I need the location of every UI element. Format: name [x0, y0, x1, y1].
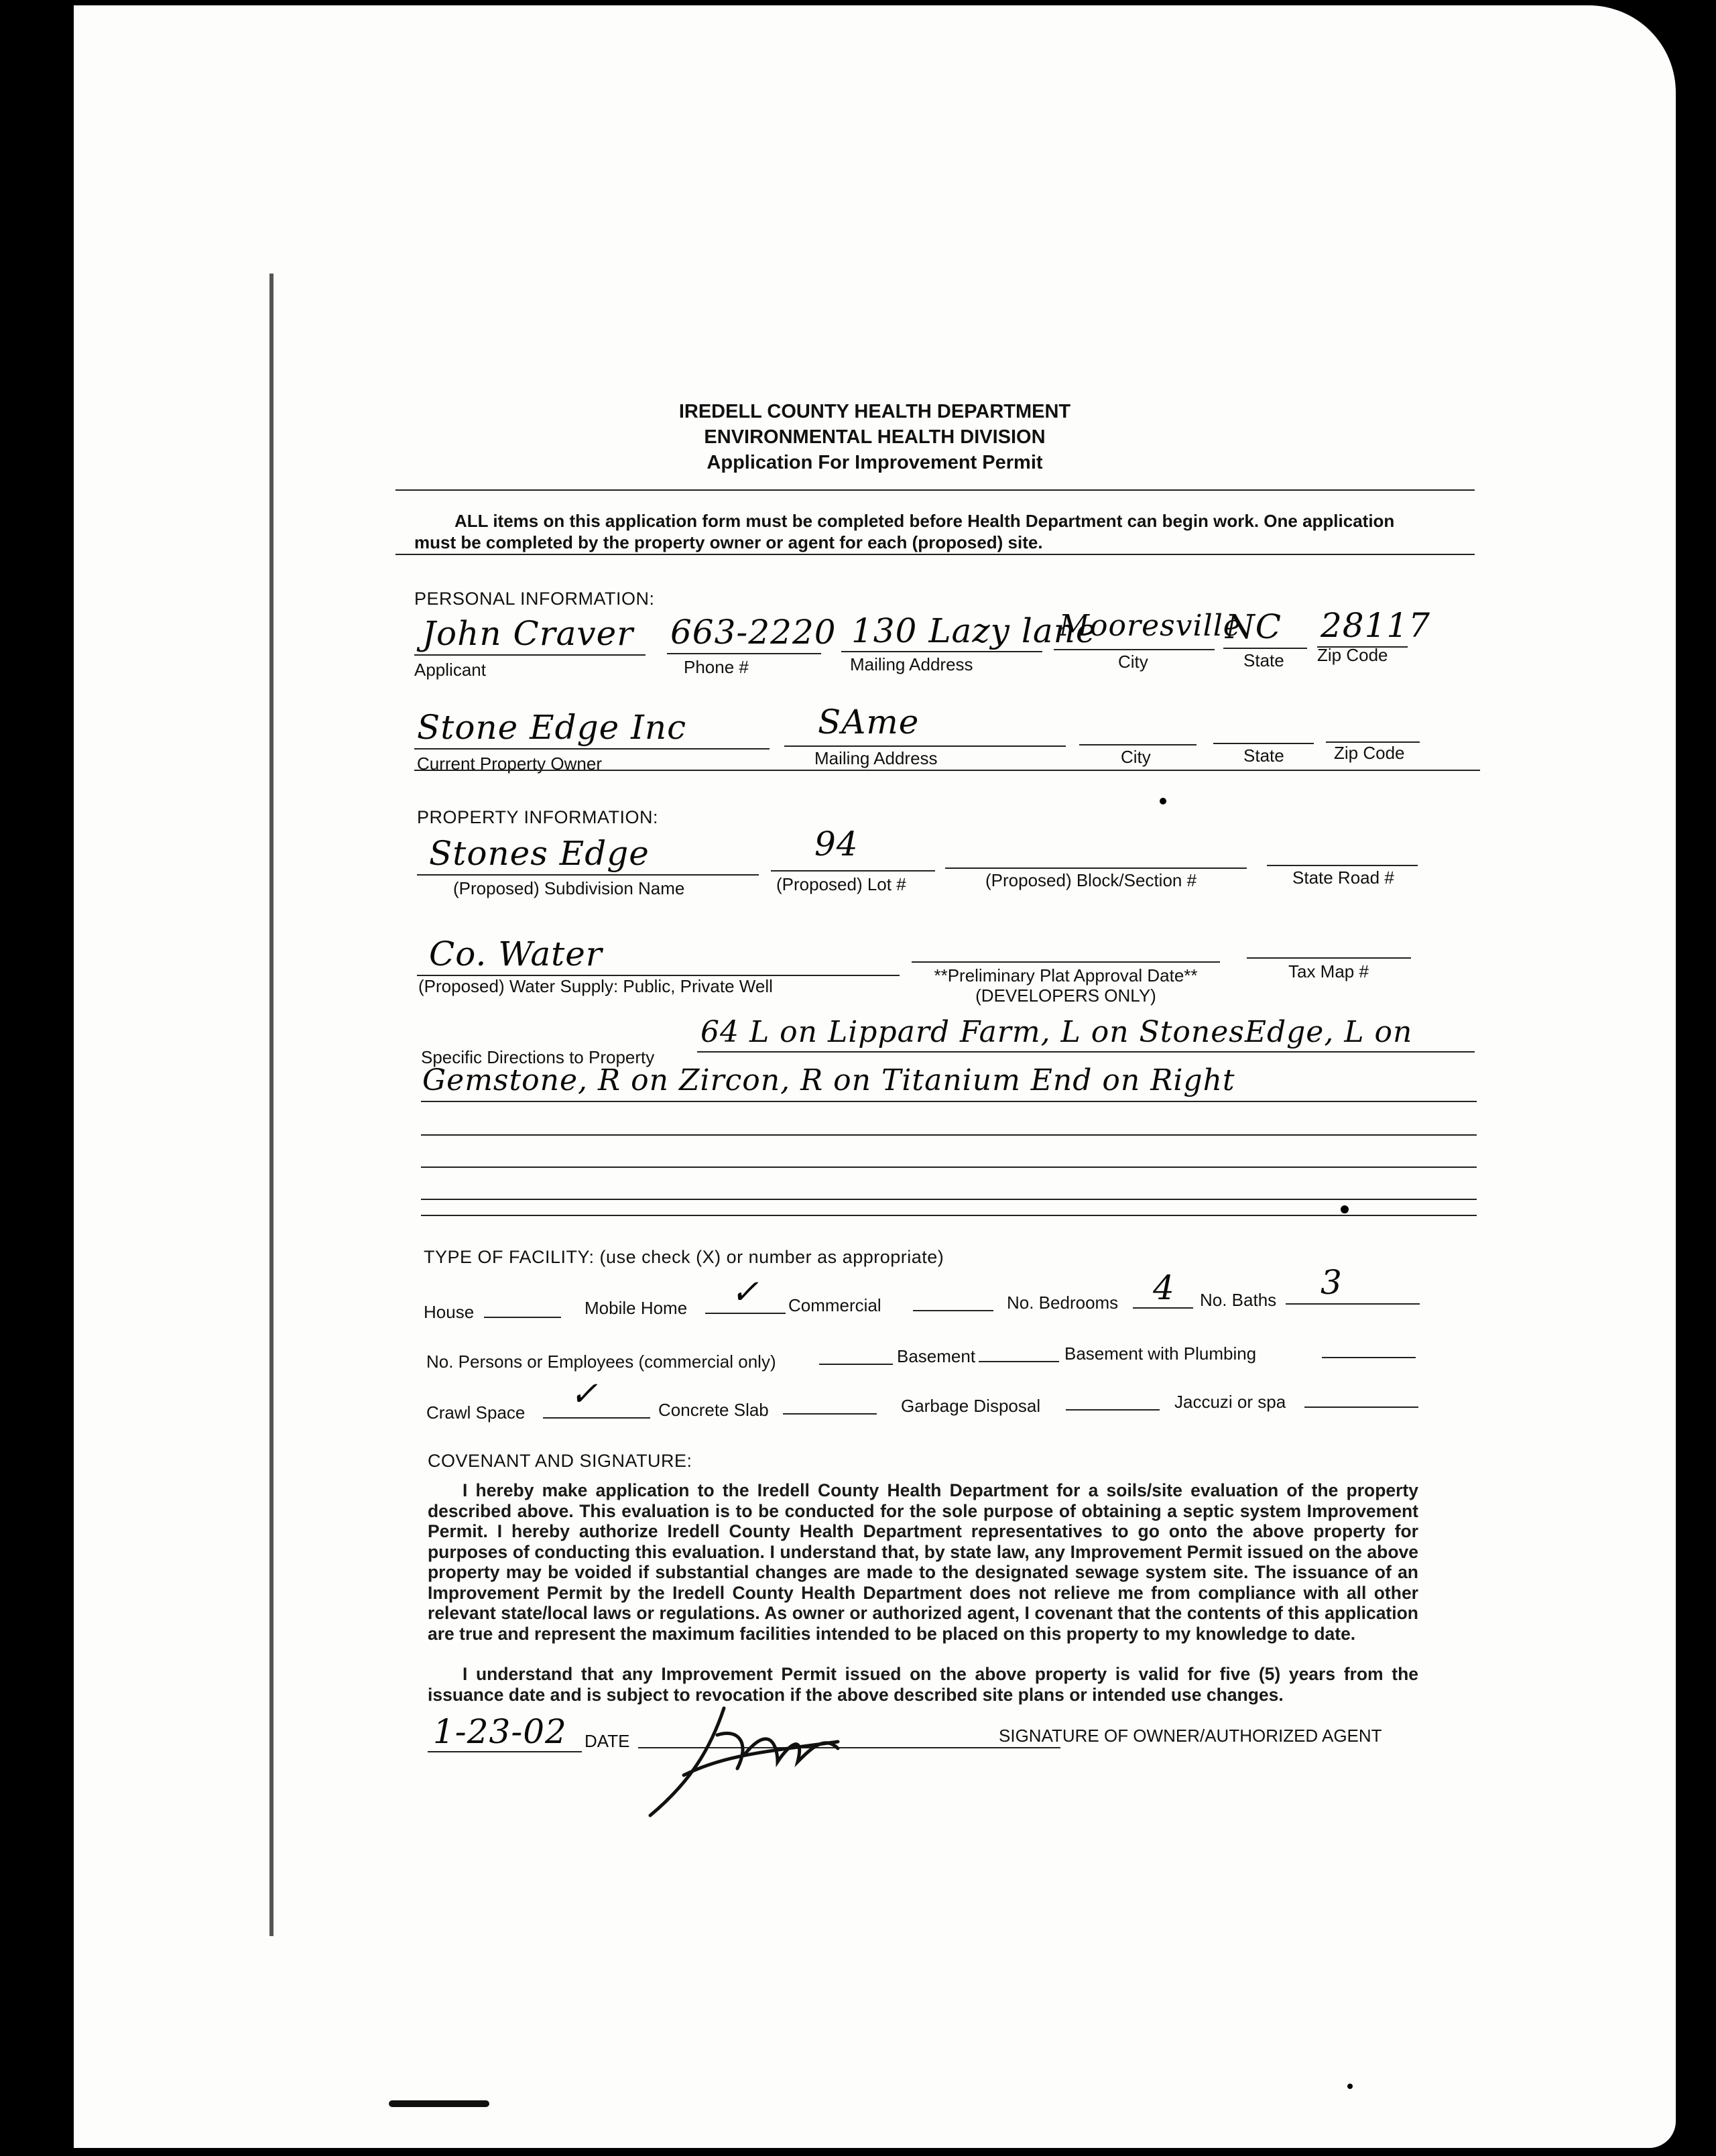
applicant-line: [414, 654, 646, 656]
intro-text-1: items on this application form must be completed before Health Department can begin work. One application: [493, 511, 1395, 531]
directions-line-2: Gemstone, R on Zircon, R on Titanium End on Right: [422, 1063, 1235, 1097]
jacuzzi-label: Jaccuzi or spa: [1174, 1392, 1286, 1412]
owner-city-label: City: [1121, 747, 1151, 767]
directions-rule-5: [421, 1199, 1477, 1200]
crawl-space-check: ✓: [570, 1374, 599, 1413]
date-value: 1-23-02: [433, 1712, 567, 1751]
tax-map-line: [1247, 957, 1411, 959]
lot-line: [771, 870, 935, 872]
intro-line-2: must be completed by the property owner or agent for each (proposed) site.: [414, 532, 1043, 552]
directions-rule-2: [421, 1101, 1477, 1102]
garbage-disposal-label: Garbage Disposal: [901, 1396, 1041, 1416]
owner-mailing-label: Mailing Address: [814, 748, 938, 768]
state-road-label: State Road #: [1292, 867, 1394, 888]
plat-sub-label: (DEVELOPERS ONLY): [975, 985, 1156, 1006]
signature-scribble: [623, 1695, 938, 1829]
tax-map-label: Tax Map #: [1288, 961, 1369, 981]
directions-rule-6: [421, 1215, 1477, 1216]
jacuzzi-line: [1304, 1406, 1418, 1408]
owner-mailing-value: SAme: [818, 703, 920, 741]
subdivision-label: (Proposed) Subdivision Name: [453, 878, 685, 898]
mobile-home-label: Mobile Home: [585, 1298, 688, 1318]
mailing-value: 130 Lazy lane: [851, 611, 1097, 650]
owner-city-line: [1079, 744, 1197, 745]
scan-speck: [1341, 1205, 1349, 1213]
intro-bold: ALL: [454, 511, 489, 531]
covenant-paragraph-1: I hereby make application to the Iredell County Health Department for a soils/site evaluation of the property described above. This evaluation is to be conducted for the sole purpose of obtaining a septic system Improvement Permit. I hereby authorize Iredell County Health Department representatives to go onto the above property for purposes of conducting this evaluation. I understand that, by state law, any Improvement Permit issued on the above property may be voided if substantial changes are made to the designated sewage system site. The issuance of an Improvement Permit by the Iredell County Health Department does not relieve me from compliance with all other relevant state/local laws or regulations. As owner or authorized agent, I covenant that the contents of this application are true and represent the maximum facilities intended to be placed on this property to my knowledge to date.: [428, 1480, 1418, 1644]
persons-line: [819, 1364, 893, 1365]
subdivision-value: Stones Edge: [429, 834, 650, 873]
lot-value: 94: [814, 825, 859, 863]
covenant-paragraph-2: I understand that any Improvement Permit issued on the above property is valid for five (5) years from the issuance date and is subject to revocation if the above described site plans or intended use changes.: [428, 1664, 1418, 1705]
plat-line: [912, 961, 1220, 963]
personal-heading: PERSONAL INFORMATION:: [414, 589, 655, 609]
phone-label: Phone #: [684, 657, 749, 677]
header-line-3: Application For Improvement Permit: [707, 452, 1043, 473]
mailing-label: Mailing Address: [850, 654, 973, 674]
property-heading: PROPERTY INFORMATION:: [417, 807, 659, 827]
date-label: DATE: [585, 1731, 630, 1751]
concrete-slab-label: Concrete Slab: [658, 1400, 769, 1420]
intro-rule: [395, 554, 1475, 555]
phone-value: 663-2220: [670, 613, 837, 652]
crawl-space-label: Crawl Space: [426, 1402, 526, 1423]
basement-line: [979, 1361, 1059, 1362]
personal-rule: [414, 770, 1480, 771]
basement-plumbing-label: Basement with Plumbing: [1064, 1343, 1257, 1364]
city-line: [1054, 649, 1215, 650]
header-line-2: ENVIRONMENTAL HEALTH DIVISION: [704, 426, 1046, 448]
owner-mailing-line: [784, 745, 1066, 747]
scan-margin-line: [269, 274, 273, 1936]
zip-value: 28117: [1321, 606, 1431, 645]
intro-line-1: [454, 511, 1394, 532]
scan-speck: [1160, 798, 1166, 804]
state-label: State: [1243, 650, 1284, 670]
directions-rule-4: [421, 1166, 1477, 1168]
commercial-label: Commercial: [788, 1295, 881, 1315]
basement-plumbing-line: [1322, 1357, 1416, 1358]
house-label: House: [424, 1302, 475, 1322]
state-value: NC: [1225, 607, 1282, 646]
water-label: (Proposed) Water Supply: Public, Private Well: [418, 976, 773, 996]
directions-label: Specific Directions to Property: [421, 1047, 655, 1067]
date-line: [428, 1751, 582, 1752]
applicant-value: John Craver: [422, 614, 634, 653]
scan-speck: [1347, 2084, 1353, 2089]
directions-rule-3: [421, 1134, 1477, 1136]
owner-value: Stone Edge Inc: [417, 708, 687, 747]
baths-value: 3: [1321, 1263, 1343, 1302]
bedrooms-label: No. Bedrooms: [1007, 1293, 1119, 1313]
block-label: (Proposed) Block/Section #: [985, 870, 1197, 890]
signature-label: SIGNATURE OF OWNER/AUTHORIZED AGENT: [999, 1726, 1382, 1746]
owner-label: Current Property Owner: [417, 754, 602, 774]
water-value: Co. Water: [429, 935, 603, 973]
crawl-space-line: [543, 1417, 650, 1419]
document-page: [74, 5, 1676, 2148]
phone-line: [667, 653, 821, 654]
block-line: [945, 867, 1247, 869]
house-line: [484, 1317, 561, 1318]
city-label: City: [1118, 652, 1148, 672]
mobile-home-check: ✓: [731, 1272, 759, 1311]
zip-label: Zip Code: [1317, 645, 1388, 665]
bedrooms-line: [1133, 1307, 1193, 1309]
basement-label: Basement: [897, 1346, 976, 1366]
persons-label: No. Persons or Employees (commercial only): [426, 1352, 776, 1372]
state-road-line: [1267, 865, 1418, 866]
concrete-slab-line: [783, 1413, 877, 1415]
owner-line: [414, 748, 770, 750]
header-line-1: IREDELL COUNTY HEALTH DEPARTMENT: [678, 401, 1071, 422]
covenant-heading: COVENANT AND SIGNATURE:: [428, 1451, 692, 1471]
baths-label: No. Baths: [1200, 1290, 1277, 1310]
applicant-label: Applicant: [414, 660, 486, 680]
header-rule: [395, 489, 1475, 491]
directions-rule-1: [697, 1051, 1475, 1053]
city-value: Mooresville: [1059, 609, 1241, 643]
subdivision-line: [417, 874, 759, 876]
directions-line-1: 64 L on Lippard Farm, L on StonesEdge, L on: [700, 1015, 1413, 1049]
mailing-line: [841, 651, 1042, 652]
scan-smudge: [389, 2100, 489, 2107]
commercial-line: [913, 1310, 993, 1311]
state-line: [1223, 648, 1307, 649]
mobile-home-line: [705, 1313, 786, 1314]
owner-state-label: State: [1243, 745, 1284, 766]
plat-label: **Preliminary Plat Approval Date**: [934, 965, 1198, 985]
baths-line: [1286, 1303, 1420, 1305]
lot-label: (Proposed) Lot #: [776, 874, 906, 894]
owner-zip-label: Zip Code: [1334, 743, 1405, 763]
bedrooms-value: 4: [1153, 1268, 1175, 1307]
owner-state-line: [1213, 743, 1314, 744]
facility-heading: TYPE OF FACILITY: (use check (X) or number as appropriate): [424, 1247, 944, 1267]
garbage-disposal-line: [1066, 1409, 1160, 1411]
